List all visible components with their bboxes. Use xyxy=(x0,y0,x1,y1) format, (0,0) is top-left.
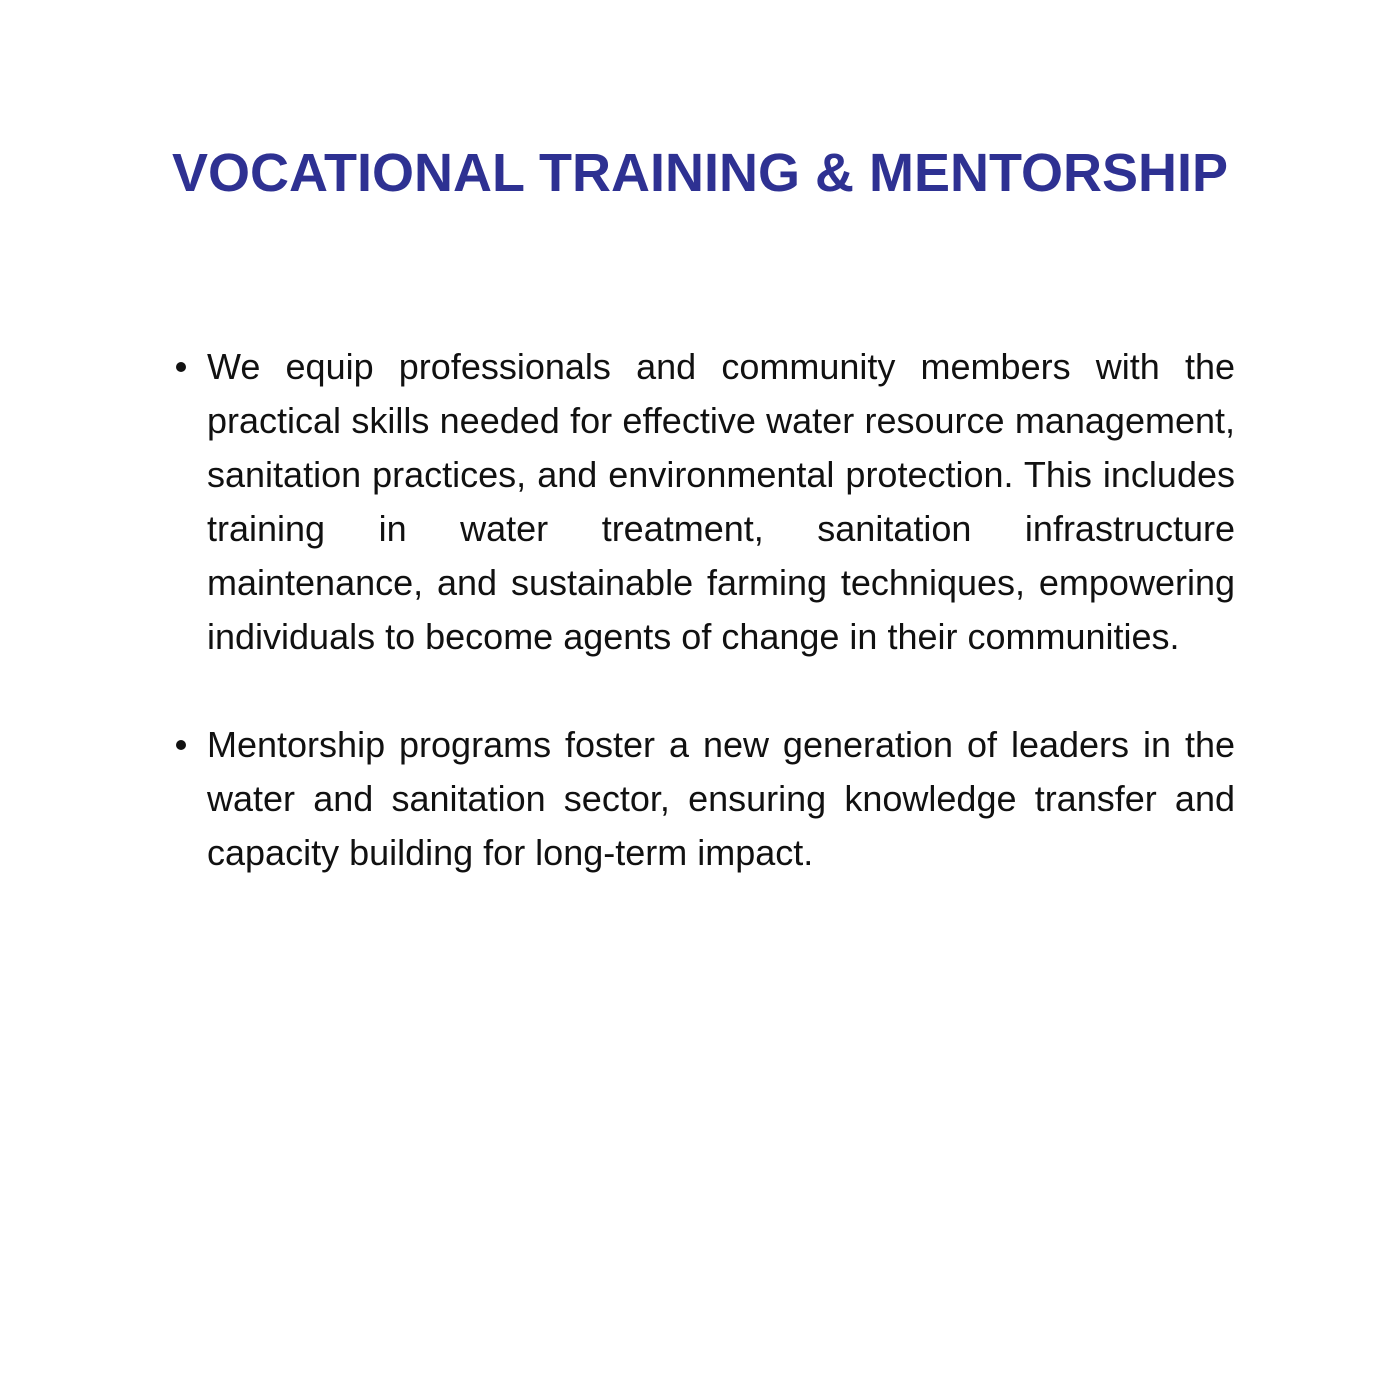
bullet-dot-icon xyxy=(176,362,186,372)
bullet-dot-icon xyxy=(176,740,186,750)
page-title: VOCATIONAL TRAINING & MENTORSHIP xyxy=(171,143,1229,203)
list-item xyxy=(207,718,1235,880)
list-item-text: We equip professionals and community members with the practical skills needed for effective water resource management, sanitation practices, and environmental protection. This includes training in water treatment, sanitation infrastructure maintenance, and sustainable farming techniques, empowering individuals to become agents of change in their communities. xyxy=(207,346,1235,657)
list-item-text: Mentorship programs foster a new generation of leaders in the water and sanitation sector, ensuring knowledge transfer and capacity building for long-term impact. xyxy=(207,724,1235,873)
list-item xyxy=(207,340,1235,664)
bullet-list xyxy=(207,340,1235,934)
